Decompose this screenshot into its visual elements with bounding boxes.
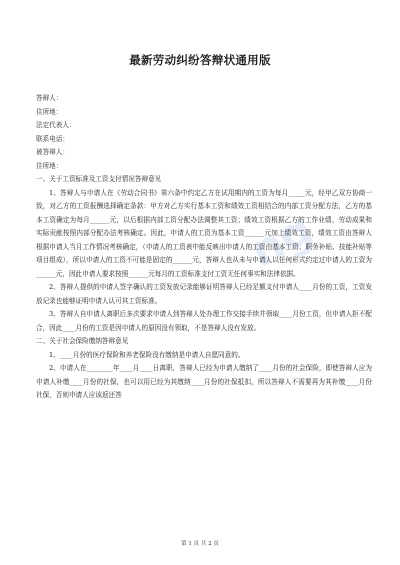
paragraph-wage-standard: 1、答辩人与申请人在《劳动合同书》第六条中约定乙方在试用期内的工资为每月_____元，经甲乙双方协商一致，对乙方的工资报酬选择确定条款：甲方对乙方实行基本工资和绩效工资相结合的内部工资分配方法，乙方的基本工资确定为每月______元，以后根据内部工资分配办法调整其工资；绩效工资根据乙方的工作业绩、劳动成果和实际贡献按照内部分配办法考核确定。因此，申请人的工资为基本工资______元加上绩效工资，绩效工资由答辩人根据申请人当月工作情况考核确定，（申请人的工资表中能反映出申请人的工资由基本工资、职务补贴、技能补贴等项目组成），所以申请人的工资不可能是固定的______元，答辩人也从未与申请人以任何形式约定过申请人的工资为______元，因此申请人要求按照______元每月的工资标准支付工资无任何事实和法律依据。 [36,188,372,278]
paragraph-wage-records: 2、答辩人提供的申请人签字确认的工资发放记录能够证明答辩人已经足额支付申请人____月份的工资，工资发放记录也能够证明申请人认可其工资标准。 [36,283,372,305]
section-heading-wages: 一、关于工资标准及工资支付情况答辩意见 [36,175,162,183]
field-phone: 联系电话： [36,134,69,143]
paragraph-insurance-2: 2、申请人在________年____月____日离职，答辩人已经为申请人缴纳了____月份的社会保险，即使答辩人应为申请人补缴____月份的社保，也可以用已经为其缴纳____月份的社保抵扣，所以答辩人不需要再为其补缴____月份社保，否则申请人应该返还答 [36,364,372,399]
field-applicant-address: 住所地： [36,161,63,170]
field-respondent-address: 住所地： [36,107,63,116]
paragraph-insurance-1: 1、____月份的医疗保险和养老保险没有缴纳是申请人自愿同意的。 [49,350,245,359]
document-title: 最新劳动纠纷答辩状通用版 [129,53,271,67]
field-respondent: 答辩人： [36,94,63,102]
watermark: ng [241,203,322,278]
page-number: 第 1 页 共 2 页 [181,541,219,547]
section-heading-insurance: 二、关于社会保险缴纳答辩意见 [36,337,129,345]
document-body [36,92,372,403]
field-legal-representative: 法定代表人： [36,121,76,129]
paragraph-wage-unpaid: 3、答辩人自申请人离职后多次要求申请人到答辩人处办理工作交接手续并领取____月份工资，但申请人拒不配合，因此____月份的工资是因申请人的原因没有领取，不是答辩人没有发放。 [36,310,372,332]
field-applicant: 被答辩人： [36,148,69,156]
